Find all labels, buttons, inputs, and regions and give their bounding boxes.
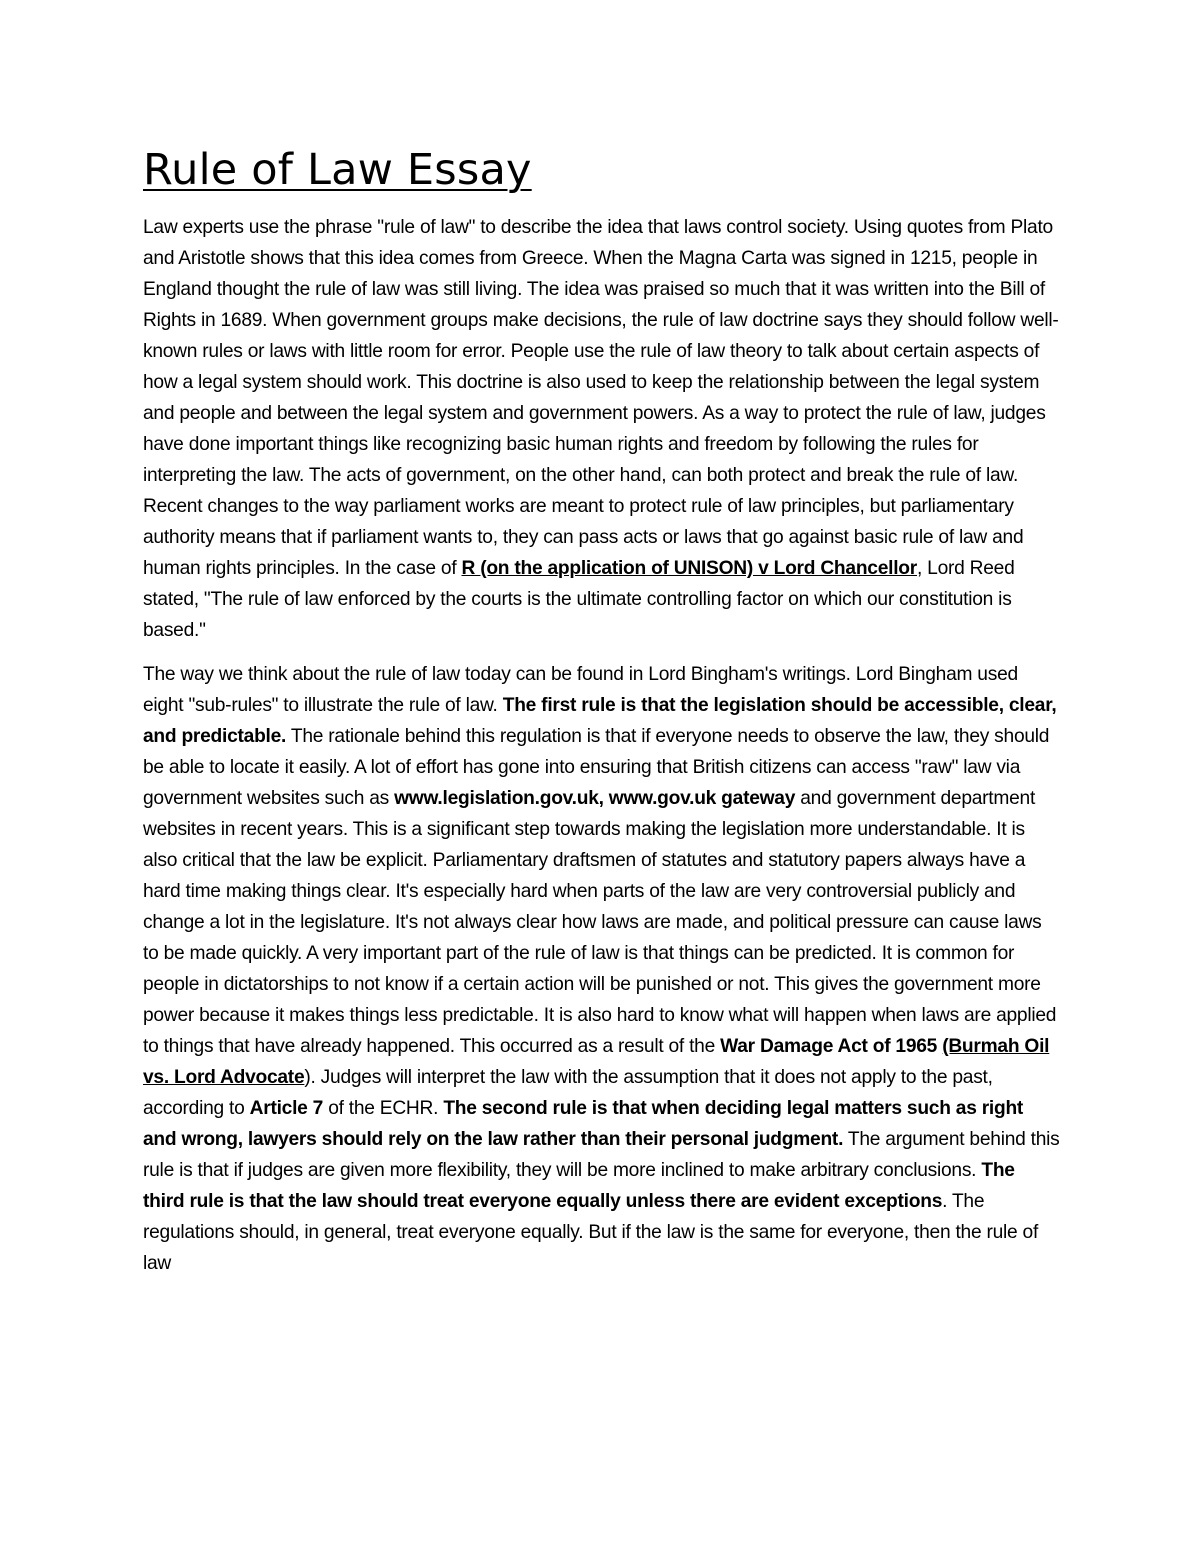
paragraph-2-text-b: The rationale behind this regulation is that if everyone needs to observe the law, they should be able to locate it easily. A lot of effort has gone into ensuring that British citizens can access "raw" law via government websites such as <box>143 726 1050 809</box>
third-rule-heading: The third rule is that the law should treat everyone equally unless there are evident exceptions <box>143 1160 1015 1212</box>
paragraph-2 <box>143 659 1061 1279</box>
paragraph-1 <box>143 212 1061 646</box>
second-rule-heading: The second rule is that when deciding legal matters such as right and wrong, lawyers should rely on the law rather than their personal judgment. <box>143 1098 1024 1150</box>
paragraph-2-text-f: The argument behind this rule is that if judges are given more flexibility, they will be more inclined to make arbitrary conclusions. <box>143 1129 1060 1181</box>
paragraph-2-text-d: ). Judges will interpret the law with the assumption that it does not apply to the past, according to <box>143 1067 993 1119</box>
paragraph-2-text-g: . The regulations should, in general, treat everyone equally. But if the law is the same for everyone, then the rule of law <box>143 1191 1039 1274</box>
paragraph-2-text-c: and government department websites in recent years. This is a significant step towards making the legislation more understandable. It is also critical that the law be explicit. Parliamentary draftsmen of statutes and statutory papers always have a hard time making things clear. It's especially hard when parts of the law are very controversial publicly and change a lot in the legislature. It's not always clear how laws are made, and political pressure can cause laws to be made quickly. A very important part of the rule of law is that things can be predicted. It is common for people in dictatorships to not know if a certain action will be punished or not. This gives the government more power because it makes things less predictable. It is also hard to know what will happen when laws are applied to things that have already happened. This occurred as a result of the <box>143 788 1057 1057</box>
case-name-unison: R (on the application of UNISON) v Lord Chancellor <box>461 558 917 579</box>
paragraph-1-text-a: Law experts use the phrase "rule of law" to describe the idea that laws control society. Using quotes from Plato and Aristotle shows that this idea comes from Greece. When the Magna Carta was signed in 1215, people in England thought the rule of law was still living. The idea was praised so much that it was written into the Bill of Rights in 1689. When government groups make decisions, the rule of law doctrine says they should follow well-known rules or laws with little room for error. People use the rule of law theory to talk about certain aspects of how a legal system should work. This doctrine is also used to keep the relationship between the legal system and people and between the legal system and government powers. As a way to protect the rule of law, judges have done important things like recognizing basic human rights and freedom by following the rules for interpreting the law. The acts of government, on the other hand, can both protect and break the rule of law. Recent changes to the way parliament works are meant to protect rule of law principles, but parliamentary authority means that if parliament wants to, they can pass acts or laws that go against basic rule of law and human rights principles. In the case of <box>143 217 1059 579</box>
paragraph-1-text-b: , Lord Reed stated, "The rule of law enforced by the courts is the ultimate controlling factor on which our constitution is based." <box>143 558 1015 641</box>
paragraph-2-text-a: The way we think about the rule of law today can be found in Lord Bingham's writings. Lord Bingham used eight "sub-rules" to illustrate the rule of law. <box>143 664 1018 716</box>
government-websites: www.legislation.gov.uk, www.gov.uk gateway <box>394 788 796 809</box>
paragraph-2-text-e: of the ECHR. <box>323 1098 444 1119</box>
page-title: Rule of Law Essay <box>143 145 532 195</box>
first-rule-heading: The first rule is that the legislation should be accessible, clear, and predictable. <box>143 695 1057 747</box>
war-damage-act: War Damage Act of 1965 <box>720 1036 943 1057</box>
document-body <box>143 140 1061 1292</box>
case-name-burmah-oil: (Burmah Oil vs. Lord Advocate <box>143 1036 1050 1088</box>
article-7: Article 7 <box>249 1098 324 1119</box>
